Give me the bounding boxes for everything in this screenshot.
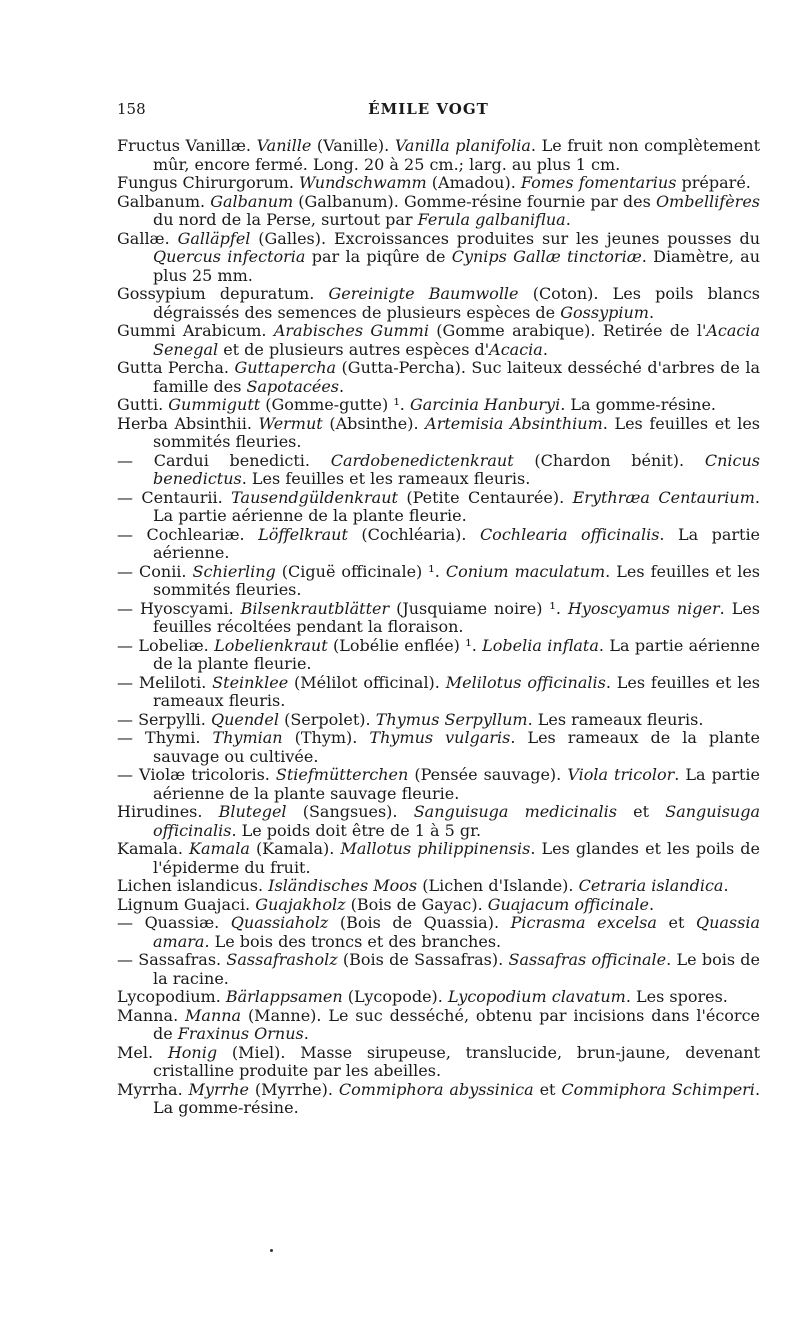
entry-serpylli bbox=[117, 711, 760, 730]
entry-text: — Thymi. bbox=[117, 728, 213, 747]
entry-italic-text: Myrrhe bbox=[188, 1079, 250, 1099]
entry-italic-text: Ombellifères bbox=[655, 191, 761, 211]
entry-italic-text: Honig bbox=[167, 1042, 218, 1062]
entry-italic-text: Commiphora Schimperi bbox=[561, 1079, 755, 1099]
entry-text: Fructus Vanillæ. bbox=[117, 136, 257, 155]
entry-italic-text: Lobelia inflata bbox=[482, 635, 599, 655]
entry-text: — Lobeliæ. bbox=[117, 635, 215, 655]
entry-italic-text: Sanguisuga medicinalis bbox=[413, 802, 617, 821]
entry-italic-text: Sassafras officinale bbox=[508, 950, 667, 969]
entry-text: . Les glandes et les poils de l'épiderme du fruit. bbox=[153, 839, 760, 877]
entry-text: . bbox=[648, 302, 655, 322]
entry-violae-tricoloris bbox=[117, 766, 760, 803]
entry-text: . La gomme-résine. bbox=[153, 1079, 761, 1117]
entry-italic-text: Kamala bbox=[189, 839, 250, 858]
entry-lycopodium bbox=[117, 988, 760, 1007]
entry-text: — Meliloti. bbox=[117, 672, 213, 692]
entry-italic-text: Isländisches Moos bbox=[268, 876, 418, 895]
entry-text: — Hyoscyami. bbox=[117, 598, 241, 618]
entry-text: Gallæ. bbox=[117, 228, 178, 248]
entry-text: (Thym). bbox=[282, 728, 370, 747]
entry-text: . bbox=[565, 210, 571, 229]
entry-text: (Lichen d'Islande). bbox=[417, 876, 579, 895]
entry-text: (Miel). Masse sirupeuse, translucide, brun-jaune, devenant cristalline produite par les abeilles. bbox=[153, 1042, 761, 1080]
entry-kamala bbox=[117, 840, 760, 877]
entry-text: Mel. bbox=[117, 1042, 168, 1062]
entry-italic-text: Ferula galbaniflua bbox=[417, 210, 566, 229]
entry-italic-text: Fomes fomentarius bbox=[520, 173, 677, 192]
entry-text: . Le bois des troncs et des branches. bbox=[204, 931, 502, 951]
entry-italic-text: Bärlappsamen bbox=[225, 987, 343, 1006]
entry-italic-text: Stiefmütterchen bbox=[275, 765, 409, 784]
entry-text: Kamala. bbox=[117, 839, 190, 858]
entry-italic-text: Blutegel bbox=[218, 802, 287, 821]
entry-lobeliae bbox=[117, 637, 760, 674]
entry-text: (Gutta-Percha). Suc laiteux desséché d'arbres de la famille des bbox=[153, 358, 760, 396]
entry-text: . La gomme-résine. bbox=[560, 395, 717, 414]
entry-text: (Ciguë officinale) ¹. bbox=[275, 561, 446, 581]
entry-italic-text: Vanille bbox=[256, 136, 312, 155]
entry-text: (Mélilot officinal). bbox=[288, 672, 446, 692]
entry-text: (Bois de Quassia). bbox=[328, 913, 511, 932]
entry-galbanum bbox=[117, 193, 760, 230]
entry-text: . Le fruit non complètement mûr, encore fermé. Long. 20 à 25 cm.; larg. au plus 1 cm. bbox=[153, 136, 760, 174]
entry-text: — Serpylli. bbox=[117, 709, 211, 729]
entry-italic-text: Conium maculatum bbox=[445, 561, 606, 581]
running-title: ÉMILE VOGT bbox=[368, 100, 489, 118]
entry-italic-text: Quercus infectoria bbox=[153, 247, 306, 266]
entry-italic-text: Wundschwamm bbox=[299, 173, 427, 192]
entry-text: Lycopodium. bbox=[117, 987, 226, 1006]
entry-text: (Chardon bénit). bbox=[513, 450, 705, 470]
entry-text: (Vanille). bbox=[311, 136, 395, 155]
entry-italic-text: Cochlearia officinalis bbox=[479, 524, 660, 544]
entry-text: et bbox=[656, 913, 696, 932]
entry-text: (Cochléaria). bbox=[347, 524, 480, 544]
entry-italic-text: Löffelkraut bbox=[258, 524, 348, 544]
entry-text: (Bois de Gayac). bbox=[345, 894, 488, 914]
entry-centaurii bbox=[117, 489, 760, 526]
entry-text: — Quassiæ. bbox=[117, 913, 231, 932]
entry-italic-text: Schierling bbox=[192, 561, 276, 581]
entry-text: . La partie aérienne de la plante fleurie. bbox=[153, 487, 760, 525]
entry-text: Gossypium depuratum. bbox=[117, 284, 329, 303]
entry-text: . bbox=[723, 876, 729, 895]
entry-text: . La partie aérienne. bbox=[153, 524, 761, 562]
entry-text: . bbox=[649, 894, 655, 914]
entry-italic-text: Thymus Serpyllum bbox=[375, 709, 528, 729]
entry-italic-text: Galläpfel bbox=[177, 228, 251, 248]
entry-text: . bbox=[542, 339, 548, 359]
entry-text: par la piqûre de bbox=[305, 247, 452, 266]
entry-italic-text: Picrasma excelsa bbox=[510, 913, 657, 932]
entry-italic-text: Galbanum bbox=[210, 191, 294, 211]
entry-italic-text: Acacia bbox=[489, 339, 543, 359]
entry-cochleariae bbox=[117, 526, 760, 563]
entry-text: (Coton). Les poils blancs dégraissés des semences de plusieurs espèces de bbox=[153, 284, 761, 322]
entry-text: . Les feuilles et les sommités fleuries. bbox=[153, 413, 760, 451]
entry-italic-text: Gummigutt bbox=[168, 395, 261, 414]
entry-meliloti bbox=[117, 674, 760, 711]
entry-text: . Les feuilles et les rameaux fleuris. bbox=[241, 469, 531, 488]
entry-text: (Jusquiame noire) ¹. bbox=[389, 598, 568, 618]
entry-text: (Petite Centaurée). bbox=[397, 487, 573, 507]
entry-italic-text: Guttapercha bbox=[234, 358, 337, 377]
entry-text: (Sangsues). bbox=[286, 802, 414, 821]
entry-text: Herba Absinthii. bbox=[117, 413, 259, 433]
entry-text: et bbox=[617, 802, 666, 821]
entry-herba-absinthii bbox=[117, 415, 760, 452]
entry-italic-text: Quassia amara bbox=[153, 913, 761, 951]
entry-text: Gummi Arabicum. bbox=[117, 321, 274, 340]
entry-text: (Lobélie enflée) ¹. bbox=[327, 635, 483, 655]
entry-italic-text: Cardobenedictenkraut bbox=[330, 450, 514, 470]
entry-text: Galbanum. bbox=[117, 191, 211, 211]
entry-text: . bbox=[339, 376, 345, 396]
entry-fructus-vanillae bbox=[117, 137, 760, 174]
entry-italic-text: Gereinigte Baumwolle bbox=[328, 284, 519, 303]
entry-italic-text: Acacia Senegal bbox=[153, 321, 761, 359]
entry-text: — Cardui benedicti. bbox=[117, 450, 331, 470]
entry-text: . Les spores. bbox=[625, 987, 728, 1006]
entry-italic-text: Gossypium bbox=[560, 302, 649, 322]
entry-italic-text: Quendel bbox=[210, 709, 279, 729]
entry-text: Hirudines. bbox=[117, 802, 219, 821]
entry-manna bbox=[117, 1007, 760, 1044]
entry-thymi bbox=[117, 729, 760, 766]
entry-text: . Diamètre, au plus 25 mm. bbox=[153, 247, 760, 285]
entry-text: (Galles). Excroissances produites sur les jeunes pousses du bbox=[250, 228, 761, 248]
entry-italic-text: Bilsenkrautblätter bbox=[240, 598, 390, 618]
entry-hirudines bbox=[117, 803, 760, 840]
entry-italic-text: Garcinia Hanburyi bbox=[409, 395, 561, 414]
entry-hyoscyami bbox=[117, 600, 760, 637]
entry-lignum-guajaci bbox=[117, 896, 760, 915]
entry-text: . Le poids doit être de 1 à 5 gr. bbox=[231, 820, 482, 840]
entry-text: — Cochleariæ. bbox=[117, 524, 259, 544]
entry-italic-text: Sassafrasholz bbox=[226, 950, 338, 969]
entries-list bbox=[117, 137, 760, 1118]
entry-italic-text: Guajakholz bbox=[255, 894, 346, 914]
entry-text: . Les rameaux fleuris. bbox=[527, 709, 704, 729]
entry-text: Gutta Percha. bbox=[117, 358, 235, 377]
entry-italic-text: Quassiaholz bbox=[230, 913, 329, 932]
entry-italic-text: Wermut bbox=[258, 413, 323, 433]
entry-italic-text: Erythræa Centaurium bbox=[572, 487, 755, 507]
entry-text: . Les feuilles récoltées pendant la floraison. bbox=[153, 598, 760, 636]
entry-italic-text: Hyoscyamus niger bbox=[567, 598, 720, 618]
entry-italic-text: Lycopodium clavatum bbox=[447, 987, 626, 1006]
entry-text: (Amadou). bbox=[426, 173, 521, 192]
entry-text: — Centaurii. bbox=[117, 487, 232, 507]
entry-gutta-percha bbox=[117, 359, 760, 396]
entry-text: . Le bois de la racine. bbox=[153, 950, 760, 988]
entry-italic-text: Tausendgüldenkraut bbox=[231, 487, 398, 507]
entry-myrrha bbox=[117, 1081, 760, 1118]
entry-text: . bbox=[303, 1024, 309, 1043]
entry-text: (Pensée sauvage). bbox=[408, 765, 568, 784]
entry-italic-text: Artemisia Absinthium bbox=[425, 413, 603, 433]
entry-italic-text: Cetraria islandica bbox=[578, 876, 724, 895]
entry-italic-text: Vanilla planifolia bbox=[394, 136, 531, 155]
entry-italic-text: Sanguisuga officinalis bbox=[153, 802, 761, 840]
entry-italic-text: Commiphora abyssinica bbox=[338, 1079, 534, 1099]
entry-text: préparé. bbox=[676, 173, 751, 192]
entry-text: . La partie aérienne de la plante fleurie. bbox=[153, 635, 761, 673]
entry-italic-text: Sapotacées bbox=[246, 376, 339, 396]
entry-text: Manna. bbox=[117, 1005, 186, 1025]
entry-lichen-islandicus bbox=[117, 877, 760, 896]
entry-mel bbox=[117, 1044, 760, 1081]
entry-text: (Gomme arabique). Retirée de l' bbox=[428, 321, 707, 340]
entry-text: du nord de la Perse, surtout par bbox=[153, 210, 418, 229]
entry-text: et bbox=[533, 1079, 562, 1099]
entry-text: Gutti. bbox=[117, 395, 169, 414]
entry-italic-text: Viola tricolor bbox=[567, 765, 675, 784]
entry-text: — Sassafras. bbox=[117, 950, 227, 969]
entry-text: (Bois de Sassafras). bbox=[337, 950, 509, 969]
entry-text: — Violæ tricoloris. bbox=[117, 765, 276, 784]
entry-cardui-benedicti bbox=[117, 452, 760, 489]
entry-gutti bbox=[117, 396, 760, 415]
entry-text: . La partie aérienne de la plante sauvage fleurie. bbox=[153, 765, 761, 803]
entry-text: (Gomme-gutte) ¹. bbox=[260, 395, 410, 414]
entry-text: (Kamala). bbox=[249, 839, 341, 858]
entry-italic-text: Fraxinus Ornus bbox=[177, 1024, 304, 1043]
entry-italic-text: Mallotus philippinensis bbox=[340, 839, 531, 858]
entry-quassiae bbox=[117, 914, 760, 951]
entry-italic-text: Cnicus benedictus bbox=[153, 450, 760, 488]
entry-italic-text: Arabisches Gummi bbox=[273, 321, 429, 340]
entry-gummi-arabicum bbox=[117, 322, 760, 359]
entry-italic-text: Thymus vulgaris bbox=[369, 728, 511, 747]
entry-italic-text: Lobelienkraut bbox=[214, 635, 328, 655]
entry-text: (Serpolet). bbox=[279, 709, 376, 729]
entry-text: Fungus Chirurgorum. bbox=[117, 173, 299, 192]
entry-text: (Galbanum). Gomme-résine fournie par des bbox=[293, 191, 656, 211]
entry-italic-text: Guajacum officinale bbox=[487, 894, 649, 914]
entry-italic-text: Melilotus officinalis bbox=[445, 672, 606, 692]
entry-italic-text: Manna bbox=[185, 1005, 242, 1025]
entry-text: Lignum Guajaci. bbox=[117, 894, 256, 914]
print-speck bbox=[270, 1249, 273, 1252]
entry-sassafras bbox=[117, 951, 760, 988]
entry-text: (Lycopode). bbox=[342, 987, 448, 1006]
entry-fungus-chirurgorum bbox=[117, 174, 760, 193]
entry-italic-text: Cynips Gallæ tinctoriæ bbox=[451, 247, 642, 266]
entry-text: Myrrha. bbox=[117, 1079, 189, 1099]
entry-text: Lichen islandicus. bbox=[117, 876, 269, 895]
entry-italic-text: Steinklee bbox=[212, 672, 289, 692]
page-header bbox=[117, 100, 740, 124]
entry-conii bbox=[117, 563, 760, 600]
entry-text: (Myrrhe). bbox=[249, 1079, 339, 1099]
entry-text: (Manne). Le suc desséché, obtenu par incisions dans l'écorce de bbox=[153, 1005, 761, 1043]
entry-italic-text: Thymian bbox=[212, 728, 283, 747]
entry-text: et de plusieurs autres espèces d' bbox=[218, 339, 490, 359]
entry-gossypium bbox=[117, 285, 760, 322]
page-number: 158 bbox=[117, 100, 146, 118]
entry-text: . Les feuilles et les sommités fleuries. bbox=[153, 561, 761, 599]
entry-gallae bbox=[117, 230, 760, 286]
entry-text: — Conii. bbox=[117, 561, 193, 581]
entry-text: (Absinthe). bbox=[322, 413, 426, 433]
entry-text: . Les rameaux de la plante sauvage ou cultivée. bbox=[153, 728, 761, 766]
entry-text: . Les feuilles et les rameaux fleuris. bbox=[153, 672, 761, 710]
